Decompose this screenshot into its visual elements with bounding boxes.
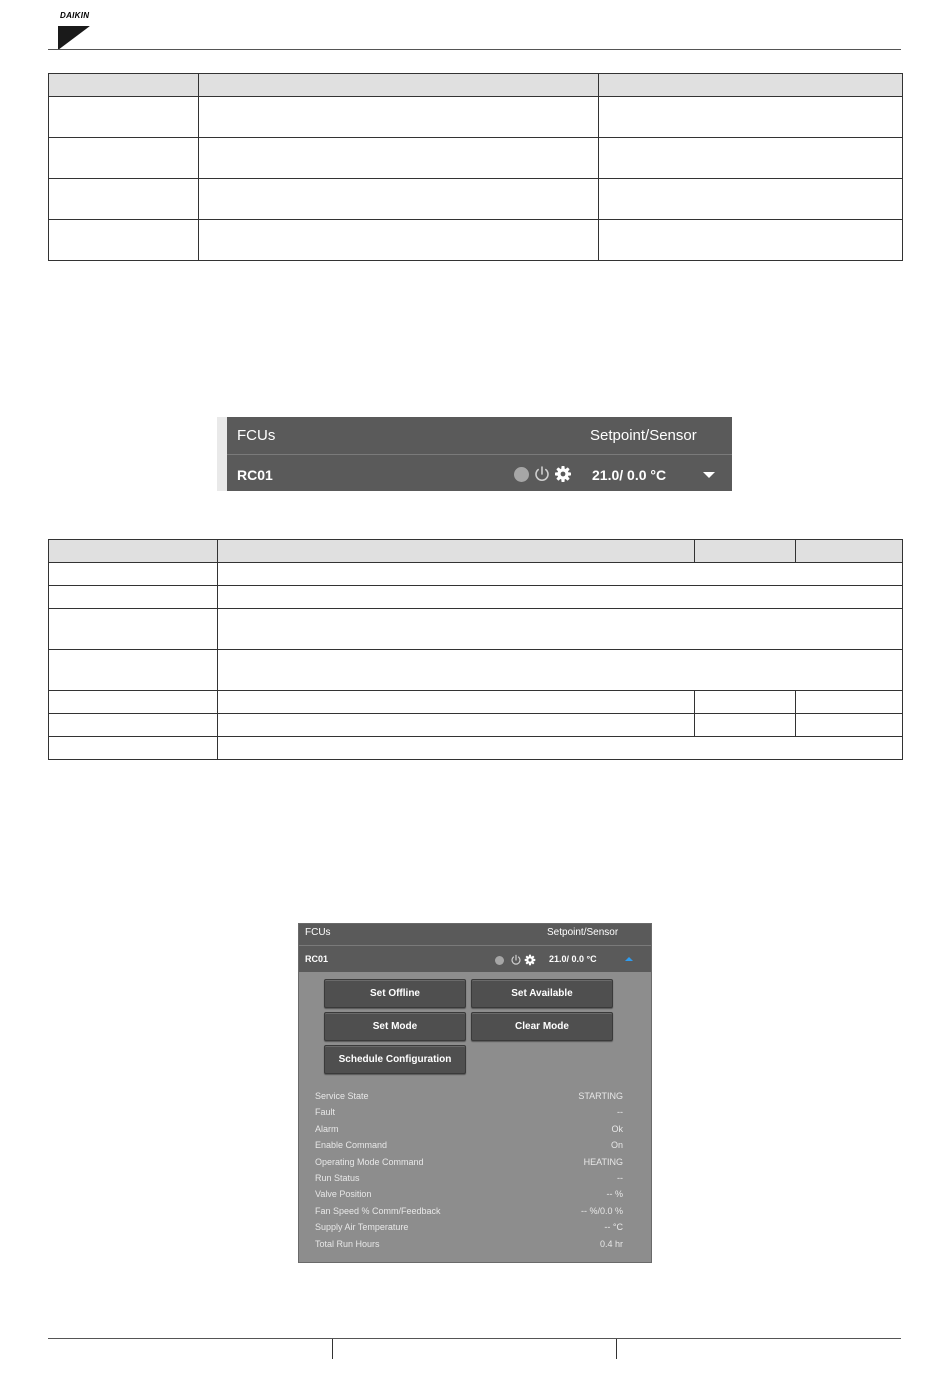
status-label: Run Status [315, 1172, 360, 1183]
status-label: Fan Speed % Comm/Feedback [315, 1205, 441, 1216]
status-label: Enable Command [315, 1140, 388, 1151]
footer-divider [48, 1338, 901, 1339]
fcu-name: RC01 [305, 954, 329, 964]
table-row [49, 714, 903, 737]
status-label: Service State [315, 1091, 369, 1101]
table-row [49, 138, 903, 179]
status-row [315, 1155, 623, 1171]
table-row [49, 609, 903, 650]
table-top [48, 73, 903, 261]
power-icon[interactable] [533, 465, 551, 483]
gear-icon[interactable] [554, 465, 572, 483]
status-value: -- % [606, 1189, 623, 1200]
status-value: HEATING [583, 1156, 623, 1167]
table-row [49, 97, 903, 138]
table-row [49, 179, 903, 220]
fcu-name: RC01 [237, 467, 273, 483]
status-dot-icon [495, 956, 504, 965]
status-value: 0.4 hr [599, 1238, 623, 1249]
brand-name: DAIKIN [60, 11, 90, 20]
status-label: Operating Mode Command [315, 1156, 424, 1167]
status-dot-icon [514, 467, 529, 482]
table-header-row [49, 74, 903, 97]
status-row [315, 1171, 623, 1187]
status-label: Supply Air Temperature [315, 1222, 409, 1233]
table-row [49, 586, 903, 609]
setpoint-sensor-value: 21.0/ 0.0 °C [549, 954, 597, 964]
status-row [315, 1237, 623, 1253]
status-label: Total Run Hours [315, 1238, 380, 1249]
chevron-down-icon[interactable] [703, 472, 715, 478]
table-header-row [49, 540, 903, 563]
power-icon[interactable] [510, 954, 522, 966]
table-row [49, 737, 903, 760]
column-fcus-label: FCUs [305, 927, 331, 938]
status-row [315, 1204, 623, 1220]
status-value: -- %/0.0 % [580, 1205, 623, 1216]
status-value: -- [617, 1107, 623, 1118]
column-fcus-label: FCUs [237, 427, 276, 444]
status-row [315, 1220, 623, 1236]
status-label: Valve Position [315, 1189, 372, 1200]
column-setpoint-label: Setpoint/Sensor [547, 927, 619, 938]
fcu-row-rc01[interactable] [299, 946, 651, 972]
status-list [315, 1089, 623, 1253]
gear-icon[interactable] [524, 954, 536, 966]
fcu-row-rc01[interactable] [227, 455, 732, 491]
column-setpoint-label: Setpoint/Sensor [590, 427, 697, 444]
status-value: Ok [611, 1123, 623, 1134]
table-row [49, 220, 903, 261]
clear-mode-button[interactable]: Clear Mode [471, 1012, 613, 1041]
status-label: Alarm [315, 1123, 339, 1134]
fcu-widget-collapsed [217, 417, 732, 491]
setpoint-sensor-value: 21.0/ 0.0 °C [592, 467, 667, 483]
footer-separator [332, 1339, 333, 1359]
fcu-list-header [227, 417, 732, 455]
chevron-up-icon[interactable] [625, 957, 633, 961]
status-label: Fault [315, 1107, 336, 1118]
schedule-configuration-button[interactable]: Schedule Configuration [324, 1045, 466, 1074]
status-row [315, 1089, 623, 1105]
status-value: On [610, 1140, 623, 1151]
status-row [315, 1105, 623, 1121]
table-row [49, 650, 903, 691]
fcu-list-header [299, 924, 651, 946]
status-value: STARTING [578, 1091, 623, 1101]
status-row [315, 1187, 623, 1203]
footer-separator [616, 1339, 617, 1359]
table-row [49, 691, 903, 714]
set-offline-button[interactable]: Set Offline [324, 979, 466, 1008]
status-row [315, 1122, 623, 1138]
header-divider [48, 49, 901, 50]
set-mode-button[interactable]: Set Mode [324, 1012, 466, 1041]
status-value: -- [617, 1172, 623, 1183]
widget-left-bar [217, 417, 227, 491]
table-middle [48, 539, 903, 760]
set-available-button[interactable]: Set Available [471, 979, 613, 1008]
status-row [315, 1138, 623, 1154]
table-row [49, 563, 903, 586]
status-value: -- °C [604, 1222, 623, 1233]
fcu-widget-expanded [298, 923, 652, 1263]
